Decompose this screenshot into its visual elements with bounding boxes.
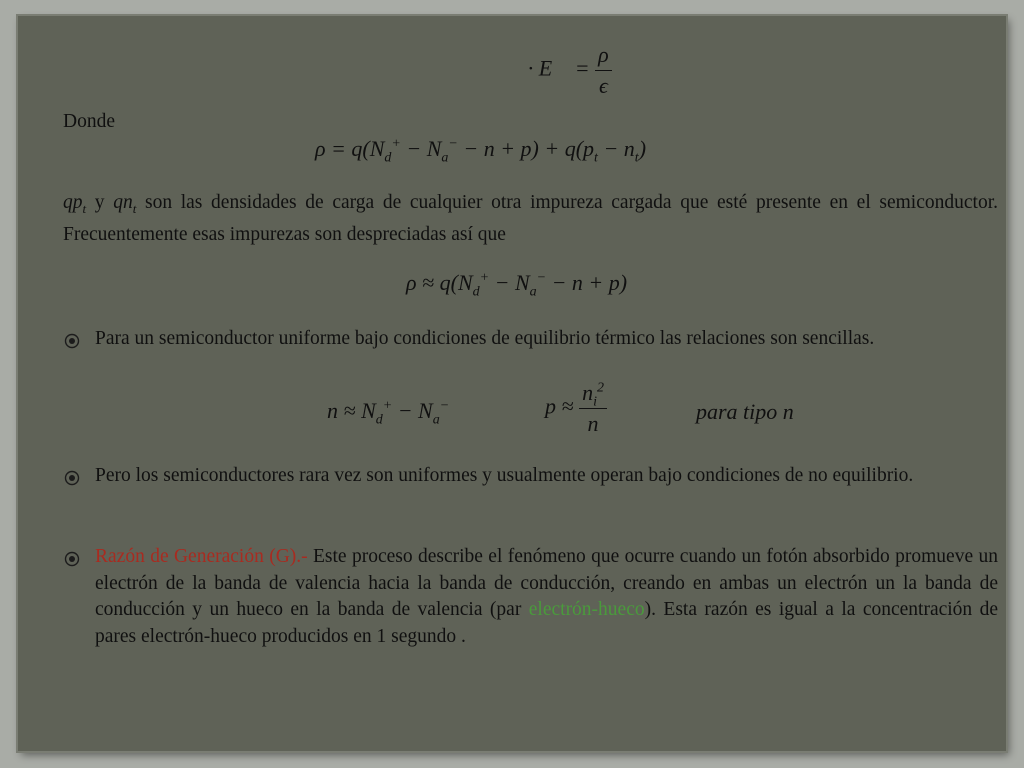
p-approx-denominator: n — [579, 408, 607, 437]
rho-full-sub-a: a — [441, 150, 449, 166]
rho-approx-sub-d: d — [472, 284, 480, 300]
generation-rate-text-a: Este proceso describe el fenómeno que ocurre cuando un fotón absorbido promueve un electrón de la banda de valencia hacia la banda de conducción, creando en ambas un electrón un la banda de conducción y un hueco en la banda de valencia (par — [95, 546, 998, 620]
rho-full-equation — [315, 136, 647, 166]
gauss-numerator: ρ — [598, 42, 609, 67]
rho-full-part-a: ρ = q(N — [315, 136, 385, 161]
rho-approx-equation — [406, 270, 628, 300]
rho-approx-part-b: − N — [489, 270, 530, 295]
impurity-paragraph — [63, 190, 998, 248]
y-connector: y — [86, 192, 114, 213]
qp-symbol: qp — [63, 192, 83, 213]
bullet-uniform-text: Para un semiconductor uniforme bajo condiciones de equilibrio térmico las relaciones son sencillas. — [95, 328, 875, 349]
circle-bullet-icon — [63, 469, 81, 487]
n-approx-sup-a: − — [439, 398, 450, 414]
gauss-fraction — [595, 42, 612, 99]
qp-subscript: t — [82, 200, 87, 216]
rho-full-part-d: − n — [597, 136, 635, 161]
circle-bullet-icon — [63, 332, 81, 350]
p-approx-fraction — [579, 380, 607, 437]
n-approx-part-a: n ≈ N — [327, 398, 376, 423]
rho-full-part-b: − N — [400, 136, 442, 161]
rho-full-sub-t1: t — [594, 150, 598, 166]
qn-symbol: qn — [113, 192, 133, 213]
bullet-non-uniform-text: Pero los semiconductores rara vez son uniformes y usualmente operan bajo condiciones de no equilibrio. — [95, 465, 914, 486]
rho-approx-part-a: ρ ≈ q(N — [406, 270, 473, 295]
rho-full-sup-a: − — [448, 136, 458, 152]
rho-full-sup-d: + — [391, 136, 401, 152]
n-approx-sub-a: a — [432, 412, 440, 428]
ni-base: n — [582, 380, 594, 405]
ni-subscript: i — [593, 394, 597, 410]
p-approx-equation — [545, 380, 607, 437]
electron-hole-term: electrón-hueco — [528, 599, 645, 620]
gauss-lhs: ∇⃗ · E⃗ = — [488, 55, 590, 81]
bullet-generation-rate — [95, 544, 998, 650]
circle-bullet-icon — [63, 550, 81, 568]
generation-rate-heading: Razón de Generación (G).- — [95, 546, 308, 567]
rho-full-part-e: ) — [638, 136, 647, 161]
rho-full-sub-d: d — [384, 150, 392, 166]
rho-approx-sup-d: + — [479, 270, 490, 286]
rho-full-sub-t2: t — [634, 150, 639, 166]
n-approx-sub-d: d — [375, 412, 383, 428]
rho-approx-sub-a: a — [529, 284, 537, 300]
donde-label: Donde — [63, 111, 115, 132]
para-tipo-label: para tipo n — [696, 399, 794, 424]
ni-superscript: 2 — [596, 380, 604, 396]
p-approx-lhs: p ≈ — [545, 393, 574, 419]
p-approx-numerator — [579, 380, 607, 408]
generation-rate-text-b: ). Esta razón es igual a la concentración de pares electrón-hueco producidos en 1 segundo . — [95, 599, 999, 647]
rho-approx-part-c: − n + p) — [546, 270, 628, 295]
n-approx-sup-d: + — [382, 398, 393, 414]
gauss-law-equation — [488, 42, 612, 99]
impurity-text: son las densidades de carga de cualquier otra impureza cargada que esté presente en el semiconductor. Frecuentemente esas impurezas son despreciadas así que — [63, 192, 998, 245]
slide-frame — [18, 16, 1006, 751]
rho-approx-sup-a: − — [536, 270, 547, 286]
rho-full-part-c: − n + p) + q(p — [457, 136, 595, 161]
qn-subscript: t — [132, 200, 137, 216]
gauss-denominator: ϵ — [595, 70, 612, 99]
n-approx-equation — [327, 398, 450, 428]
n-approx-part-b: − N — [392, 398, 433, 423]
